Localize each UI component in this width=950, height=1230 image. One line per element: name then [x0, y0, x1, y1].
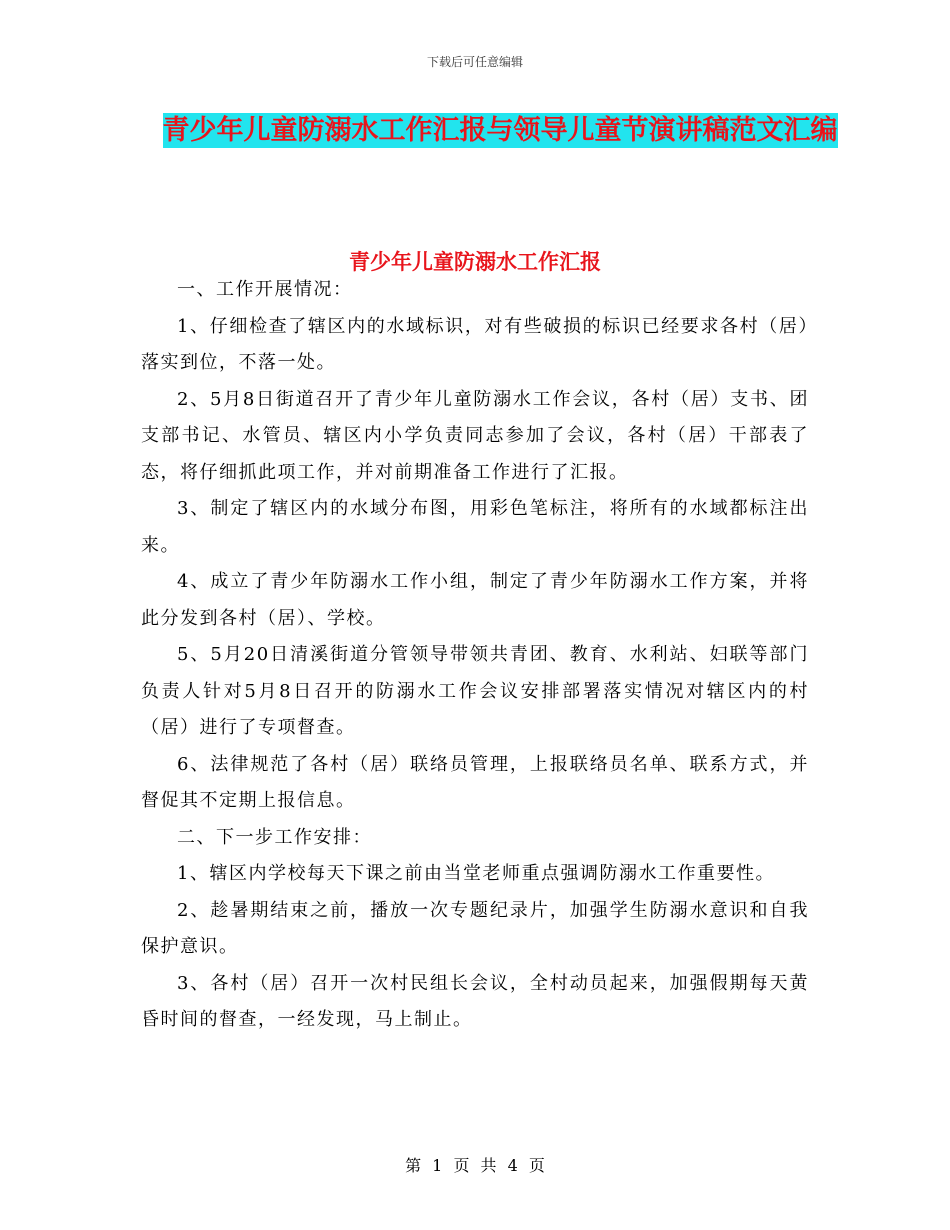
document-body — [141, 272, 809, 1039]
document-title — [140, 108, 860, 154]
paragraph: 3、各村（居）召开一次村民组长会议，全村动员起来，加强假期每天黄昏时间的督查，一经发现，马上制止。 — [141, 972, 809, 1030]
paragraph: 1、辖区内学校每天下课之前由当堂老师重点强调防溺水工作重要性。 — [177, 863, 775, 884]
paragraph: 3、制定了辖区内的水域分布图，用彩色笔标注，将所有的水域都标注出来。 — [141, 498, 809, 556]
section-heading-1: 一、工作开展情况： — [177, 279, 353, 300]
paragraph: 4、成立了青少年防溺水工作小组，制定了青少年防溺水工作方案，并将此分发到各村（居）、学校。 — [141, 571, 809, 629]
paragraph: 6、法律规范了各村（居）联络员管理，上报联络员名单、联系方式，并督促其不定期上报信息。 — [141, 753, 809, 811]
page-header-note: 下载后可任意编辑 — [426, 55, 523, 69]
paragraph: 2、趁暑期结束之前，播放一次专题纪录片，加强学生防溺水意识和自我保护意识。 — [141, 899, 809, 957]
paragraph: 5、5月20日清溪街道分管领导带领共青团、教育、水利站、妇联等部门负责人针对5月8日召开的防溺水工作会议安排部署落实情况对辖区内的村（居）进行了专项督查。 — [141, 644, 809, 738]
section-heading-2: 二、下一步工作安排： — [177, 826, 372, 848]
page-footer: 第 1 页 共 4 页 — [405, 1156, 545, 1175]
paragraph: 2、5月8日街道召开了青少年儿童防溺水工作会议，各村（居）支书、团支部书记、水管员、辖区内小学负责同志参加了会议，各村（居）干部表了态，将仔细抓此项工作，并对前期准备工作进行了汇报。 — [141, 388, 809, 483]
paragraph: 1、仔细检查了辖区内的水域标识，对有些破损的标识已经要求各村（居）落实到位，不落一处。 — [141, 315, 809, 373]
document-title-text: 青少年儿童防溺水工作汇报与领导儿童节演讲稿范文汇编 — [162, 115, 838, 146]
section-title: 青少年儿童防溺水工作汇报 — [349, 249, 601, 274]
